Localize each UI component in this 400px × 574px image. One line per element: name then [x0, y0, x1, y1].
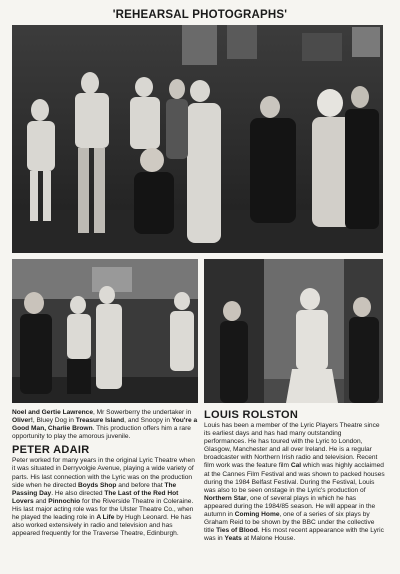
group-rehearsal-photo	[12, 25, 383, 253]
bio-title: The Last of the Red Hot Lovers	[12, 489, 179, 505]
bio-text: , one of a series of six plays by Graham Reid to be shown by the BBC under the collective title	[204, 511, 375, 535]
bio-text: at Malone House.	[241, 535, 296, 543]
right-text-column	[204, 409, 385, 543]
bio-title: Boyds Shop	[77, 481, 117, 489]
bio-title: Coming Home	[234, 511, 280, 519]
rolston-bio	[204, 422, 385, 543]
bio-title: Cal	[290, 462, 302, 470]
caption-names: Noel and Gertie Lawrence	[12, 409, 93, 416]
bio-text: for the Riverside Theatre in Coleraine. His last major acting role was for the Ulster Theatre Co., when he played the leading role in	[12, 497, 194, 522]
caption-title: Treasure Island	[75, 417, 125, 425]
page-title: 'REHEARSAL PHOTOGRAPHS'	[112, 9, 288, 21]
photo-caption	[12, 409, 198, 441]
caption-text: , and Snoopy in	[124, 417, 172, 425]
bio-text: which was highly acclaimed at the Cannes Film Festival and was shown to packed houses during the 1984 Belfast Festival. During the Festival, Louis was also to be seen onstage in the Lyric's production of	[204, 462, 385, 494]
caption-title: You're a Good Man, Charlie Brown	[12, 417, 198, 433]
rehearsal-room-photo	[12, 259, 198, 403]
bio-title: Ties of Blood	[216, 527, 258, 535]
bio-text: , one of several plays in which he has appeared during the 1984/85 season. He will appear in the autumn in	[204, 494, 376, 519]
bio-title: The Passing Day	[12, 481, 177, 497]
bio-text: and	[33, 497, 49, 505]
caption-text: , Mr Sowerberry the undertaker in	[92, 409, 192, 416]
caption-title: Oliver!	[12, 417, 33, 425]
caption-text: , Bluey Dog in	[32, 417, 76, 425]
bio-title: A Life	[96, 514, 115, 522]
left-text-column	[12, 409, 198, 538]
actors-in-costume-photo	[204, 259, 383, 403]
bio-title: Pinnochio	[48, 497, 81, 505]
bio-title: Yeats	[224, 535, 242, 543]
bio-text: and before that	[116, 481, 165, 489]
bio-text: by Hugh Leonard. He has also worked extensively in radio and television and has appeared frequently for the Traverse Theatre, Edinburgh.	[12, 514, 192, 538]
bio-text: Louis has been a member of the Lyric Players Theatre since its earliest days and has had many outstanding performances. He has toured with the Lyric to London, Glasgow, Manchester and all over Ireland. He is a regular broadcaster with Northern Irish radio and television. Recent film work was the feature film	[204, 422, 380, 470]
adair-heading: PETER ADAIR	[12, 444, 90, 457]
rolston-heading: LOUIS ROLSTON	[204, 409, 299, 421]
adair-bio	[12, 457, 198, 538]
bio-text: . He also directed	[51, 489, 105, 497]
bio-text: . His most recent appearance with the Lyric was in	[204, 527, 384, 543]
bio-title: Northern Star	[204, 494, 247, 502]
caption-text: . This production offers him a rare opportunity to play the amorous juvenile.	[12, 425, 191, 441]
bio-text: Peter worked for many years in the original Lyric Theatre when it was situated in Derryvolgie Avenue, playing a wide variety of parts. His last connection with the Lyric was on the production side when he directed	[12, 457, 195, 489]
